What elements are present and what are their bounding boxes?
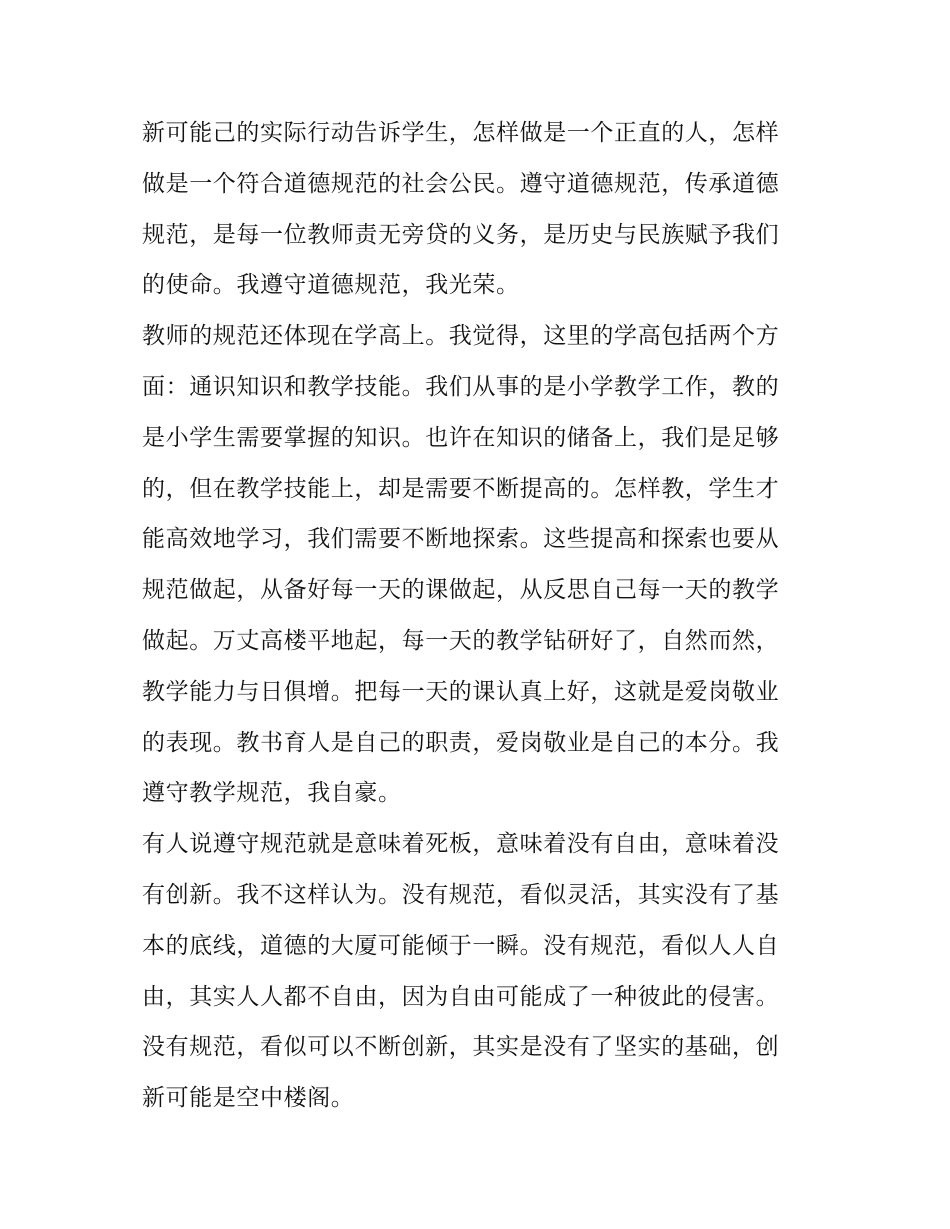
text-line: 由，其实人人都不自由，因为自由可能成了一种彼此的侵害。 [142, 983, 780, 1010]
text-line: 是小学生需要掌握的知识。也许在知识的储备上，我们是足够 [142, 424, 780, 451]
text-line: 的，但在教学技能上，却是需要不断提高的。怎样教，学生才 [142, 475, 780, 502]
text-line: 教学能力与日俱增。把每一天的课认真上好，这就是爱岗敬业 [142, 678, 780, 705]
text-line: 规范，是每一位教师责无旁贷的义务，是历史与民族赋予我们 [142, 221, 780, 248]
text-line: 做起。万丈高楼平地起，每一天的教学钻研好了，自然而然， [142, 627, 780, 654]
text-line: 面：通识知识和教学技能。我们从事的是小学教学工作，教的 [142, 373, 780, 400]
text-line: 新可能己的实际行动告诉学生，怎样做是一个正直的人，怎样 [142, 120, 780, 146]
text-line: 有人说遵守规范就是意味着死板，意味着没有自由，意味着没 [142, 831, 780, 858]
text-line: 的表现。教书育人是自己的职责，爱岗敬业是自己的本分。我 [142, 729, 780, 756]
text-line: 本的底线，道德的大厦可能倾于一瞬。没有规范，看似人人自 [142, 932, 780, 959]
text-line: 规范做起，从备好每一天的课做起，从反思自己每一天的教学 [142, 577, 780, 604]
text-line: 没有规范，看似可以不断创新，其实是没有了坚实的基础，创 [142, 1034, 780, 1061]
text-line: 新可能是空中楼阁。 [142, 1085, 355, 1112]
text-line: 能高效地学习，我们需要不断地探索。这些提高和探索也要从 [142, 526, 780, 553]
text-line: 教师的规范还体现在学高上。我觉得，这里的学高包括两个方 [142, 323, 780, 350]
text-line: 有创新。我不这样认为。没有规范，看似灵活，其实没有了基 [142, 881, 780, 908]
text-line: 遵守教学规范，我自豪。 [142, 780, 402, 807]
text-line: 的使命。我遵守道德规范，我光荣。 [142, 272, 520, 299]
text-line: 做是一个符合道德规范的社会公民。遵守道德规范，传承道德 [142, 170, 780, 197]
body-text [142, 108, 822, 1124]
